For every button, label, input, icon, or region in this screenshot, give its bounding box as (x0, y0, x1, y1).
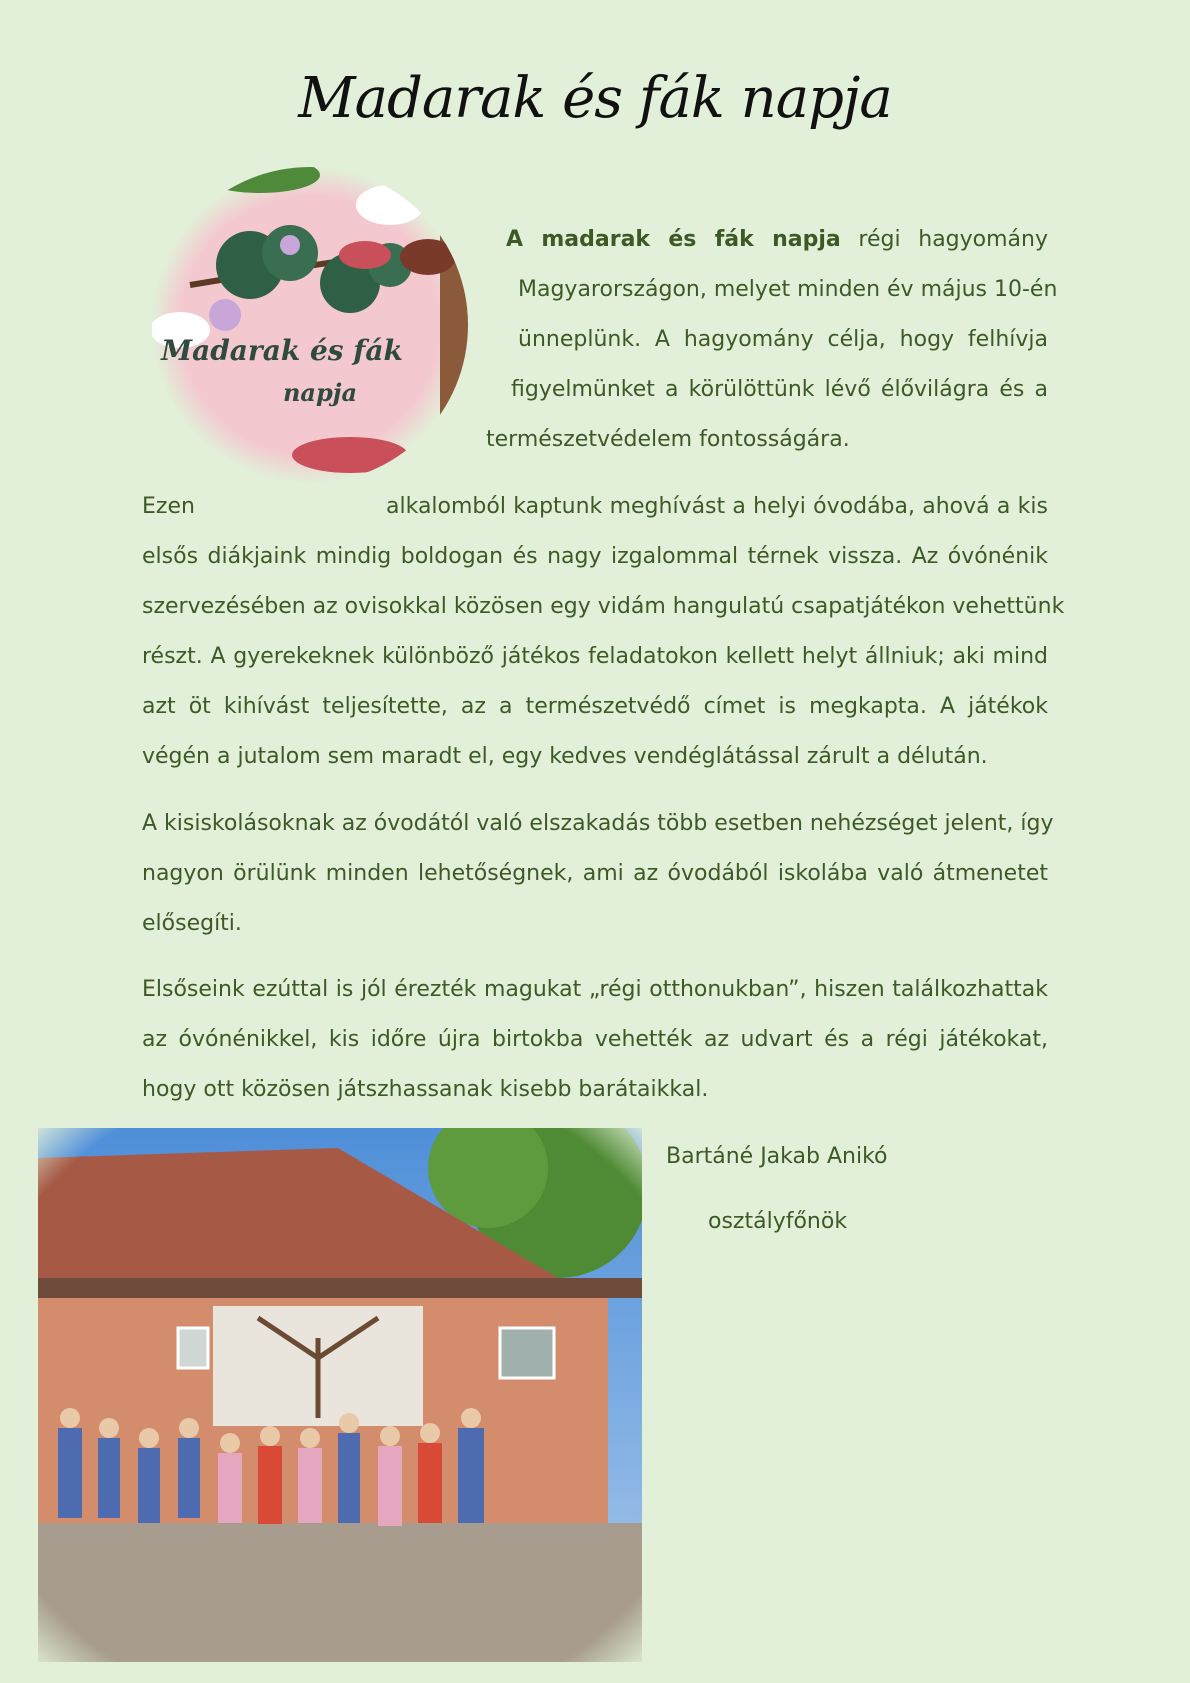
para3-line-3: hogy ott közösen játszhassanak kisebb barátaikkal. (142, 1077, 709, 1102)
para1-line-1b: alkalomból kaptunk meghívást a helyi óvodába, ahová a kis (386, 494, 1048, 519)
page-title: Madarak és fák napja (298, 66, 892, 131)
intro-line-1: A madarak és fák napja régi hagyomány (506, 227, 1049, 252)
para1-line-1a: Ezen (142, 494, 195, 519)
para2-line-3: elősegíti. (142, 911, 242, 936)
logo-text-line2: napja (282, 378, 358, 407)
intro-line-5: természetvédelem fontosságára. (486, 427, 850, 452)
para1-line-5: azt öt kihívást teljesítette, az a természetvédő címet is megkapta. A játékok (142, 694, 1048, 719)
para1-line-6: végén a jutalom sem maradt el, egy kedves vendéglátással zárult a délután. (142, 744, 988, 769)
madarak-es-fak-logo-image (150, 165, 470, 485)
intro-bold-lead: A madarak és fák napja (506, 227, 841, 252)
intro-line-3: ünneplünk. A hagyomány célja, hogy felhívja (518, 327, 1048, 352)
para2-line-1: A kisiskolásoknak az óvodától való elszakadás több esetben nehézséget jelent, így (142, 811, 1054, 836)
para1-line-2: elsős diákjaink mindig boldogan és nagy izgalommal térnek vissza. Az óvónénik (142, 544, 1048, 569)
para3-line-2: az óvónénikkel, kis időre újra birtokba vehették az udvart és a régi játékokat, (142, 1027, 1048, 1052)
para1-line-4: részt. A gyerekeknek különböző játékos feladatokon kellett helyt állniuk; aki mind (142, 644, 1048, 669)
signature-role: osztályfőnök (708, 1209, 848, 1234)
signature-name: Bartáné Jakab Anikó (666, 1144, 888, 1169)
para1-line-3: szervezésében az ovisokkal közösen egy vidám hangulatú csapatjátékon vehettünk (142, 594, 1065, 619)
para3-line-1: Elsőseink ezúttal is jól érezték magukat „régi otthonukban”, hiszen találkozhattak (142, 977, 1048, 1002)
logo-text-line1: Madarak és fák (161, 334, 403, 367)
group-photo (38, 1128, 642, 1662)
intro-line-2: Magyarországon, melyet minden év május 10-én (518, 277, 1058, 302)
para2-line-2: nagyon örülünk minden lehetőségnek, ami az óvodából iskolába való átmenetet (142, 861, 1048, 886)
intro-line-4: figyelmünket a körülöttünk lévő élővilágra és a (511, 377, 1048, 402)
